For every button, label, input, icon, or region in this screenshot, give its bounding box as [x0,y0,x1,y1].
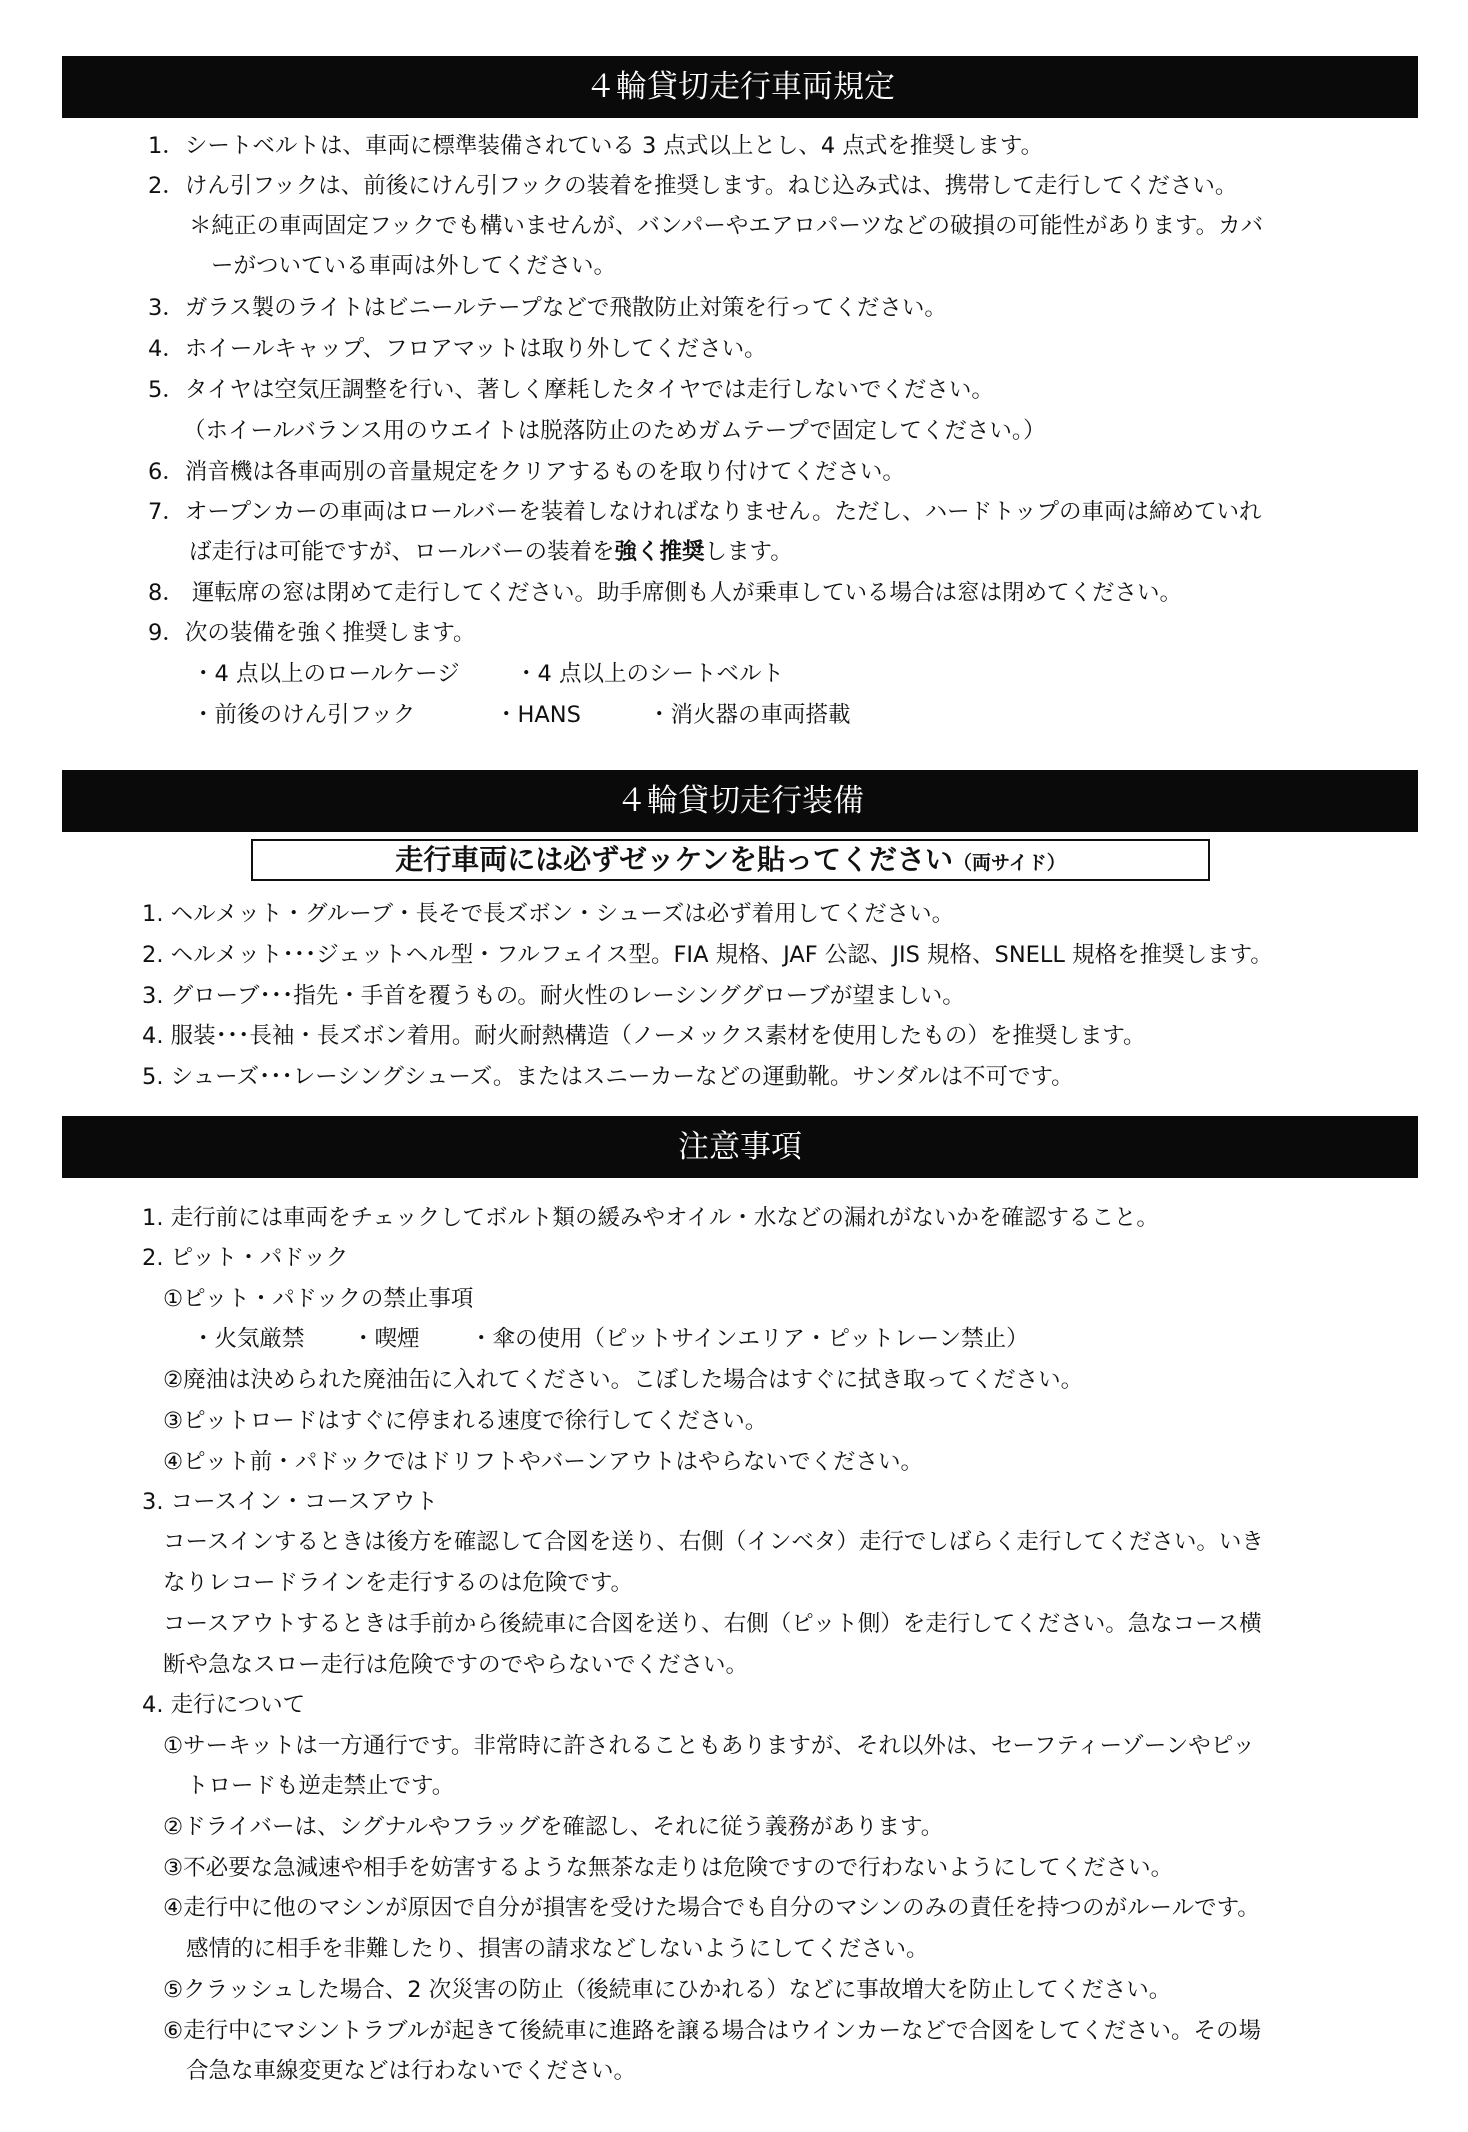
rule-6: 6．消音機は各車両別の音量規定をクリアするものを取り付けてください。 [148,459,905,485]
rule-2-note: ＊純正の車両固定フックでも構いませんが、バンパーやエアロパーツなどの破損の可能性があります。カバ [189,213,1264,239]
no-reckless: ③不必要な急減速や相手を妨害するような無茶な走りは危険ですので行わないようにしてください。 [163,1855,1174,1881]
equip-2: 2. ヘルメット･･･ジェットヘル型・フルフェイス型。FIA 規格、JAF 公認、JIS 規格、SNELL 規格を推奨します。 [142,942,1273,968]
section-title-vehicle-rules: ４輪貸切走行車両規定 [62,56,1418,118]
rule-7-emphasis: 強く推奨 [614,539,705,565]
rule-2: 2．けん引フックは、前後にけん引フックの装着を推奨します。ねじ込み式は、携帯して走行してください。 [148,173,1238,199]
pit-no-drift: ④ピット前・パドックではドリフトやバーンアウトはやらないでください。 [163,1449,923,1475]
equip-4: 4. 服装･･･長袖・長ズボン着用。耐火耐熱構造（ノーメックス素材を使用したもの）を推奨します。 [142,1023,1146,1049]
pit-prohibited: ①ピット・パドックの禁止事項 [163,1286,474,1312]
recommend-extinguisher: ・消火器の車両搭載 [648,702,851,728]
recommend-seatbelt: ・4 点以上のシートベルト [515,661,784,687]
notice-text: 走行車両には必ずゼッケンを貼ってください [395,843,954,876]
course-out-cont: 断や急なスロー走行は危険ですのでやらないでください。 [163,1652,749,1678]
no-umbrella: ・傘の使用（ピットサインエリア・ピットレーン禁止） [470,1326,1029,1352]
rule-7-cont-text: ば走行は可能ですが、ロールバーの装着を [189,539,615,565]
section-title-equipment: ４輪貸切走行装備 [62,770,1418,832]
machine-trouble-cont: 合急な車線変更などは行わないでください。 [186,2058,637,2084]
one-way-cont: トロードも逆走禁止です。 [186,1773,455,1799]
own-responsibility: ④走行中に他のマシンが原因で自分が損害を受けた場合でも自分のマシンのみの責任を持つのがルールです。 [163,1895,1260,1921]
rule-1: 1．シートベルトは、車両に標準装備されている 3 点式以上とし、4 点式を推奨します。 [148,133,1044,159]
signals-flags: ②ドライバーは、シグナルやフラッグを確認し、それに従う義務があります。 [163,1814,944,1840]
rule-8: 8． 運転席の窓は閉めて走行してください。助手席側も人が乗車している場合は窓は閉めてください。 [148,580,1182,606]
recommend-tow-hooks: ・前後のけん引フック [192,702,416,728]
section-title-precautions: 注意事項 [62,1116,1418,1178]
course-in: コースインするときは後方を確認して合図を送り、右側（インベタ）走行でしばらく走行してください。いき [163,1529,1264,1555]
recommend-rollcage: ・4 点以上のロールケージ [192,661,460,687]
course-in-cont: なりレコードラインを走行するのは危険です。 [163,1570,634,1596]
caution-1: 1. 走行前には車両をチェックしてボルト類の緩みやオイル・水などの漏れがないかを確認すること。 [142,1205,1159,1231]
notice-small: （両サイド） [953,852,1066,874]
crash-handling: ⑤クラッシュした場合、2 次災害の防止（後続車にひかれる）などに事故増大を防止してください。 [163,1977,1172,2003]
course-out: コースアウトするときは手前から後続車に合図を送り、右側（ピット側）を走行してください。急なコース横 [163,1611,1262,1637]
rule-7: 7．オープンカーの車両はロールバーを装着しなければなりません。ただし、ハードトップの車両は締めていれ [148,499,1262,525]
rule-7-tail: します。 [704,539,793,565]
rule-5-note: （ホイールバランス用のウエイトは脱落防止のためガムテープで固定してください。） [183,418,1046,444]
rule-7-cont [189,537,793,567]
rule-9: 9．次の装備を強く推奨します。 [148,620,476,646]
no-smoking: ・喫煙 [352,1326,420,1352]
caution-3: 3. コースイン・コースアウト [142,1489,438,1515]
rule-4: 4．ホイールキャップ、フロアマットは取り外してください。 [148,336,767,362]
caution-2: 2. ピット・パドック [142,1245,349,1271]
rule-3: 3．ガラス製のライトはビニールテープなどで飛散防止対策を行ってください。 [148,295,947,321]
no-fire: ・火気厳禁 [192,1326,305,1352]
recommend-hans: ・HANS [495,702,581,728]
rule-2-note-cont: ーがついている車両は外してください。 [211,253,617,279]
number-sticker-notice [251,839,1210,881]
own-responsibility-cont: 感情的に相手を非難したり、損害の請求などしないようにしてください。 [186,1936,929,1962]
equip-3: 3. グローブ･･･指先・手首を覆うもの。耐火性のレーシンググローブが望ましい。 [142,983,965,1009]
machine-trouble: ⑥走行中にマシントラブルが起きて後続車に進路を譲る場合はウインカーなどで合図をしてください。その場 [163,2018,1262,2044]
pit-road-speed: ③ピットロードはすぐに停まれる速度で徐行してください。 [163,1408,768,1434]
equip-5: 5. シューズ･･･レーシングシューズ。またはスニーカーなどの運動靴。サンダルは不可です。 [142,1064,1074,1090]
one-way: ①サーキットは一方通行です。非常時に許されることもありますが、それ以外は、セーフティーゾーンやピッ [163,1733,1255,1759]
rule-5: 5．タイヤは空気圧調整を行い、著しく摩耗したタイヤでは走行しないでください。 [148,377,994,403]
pit-oil: ②廃油は決められた廃油缶に入れてください。こぼした場合はすぐに拭き取ってください。 [163,1367,1084,1393]
equip-1: 1. ヘルメット・グルーブ・長そで長ズボン・シューズは必ず着用してください。 [142,901,955,927]
caution-4: 4. 走行について [142,1692,306,1718]
